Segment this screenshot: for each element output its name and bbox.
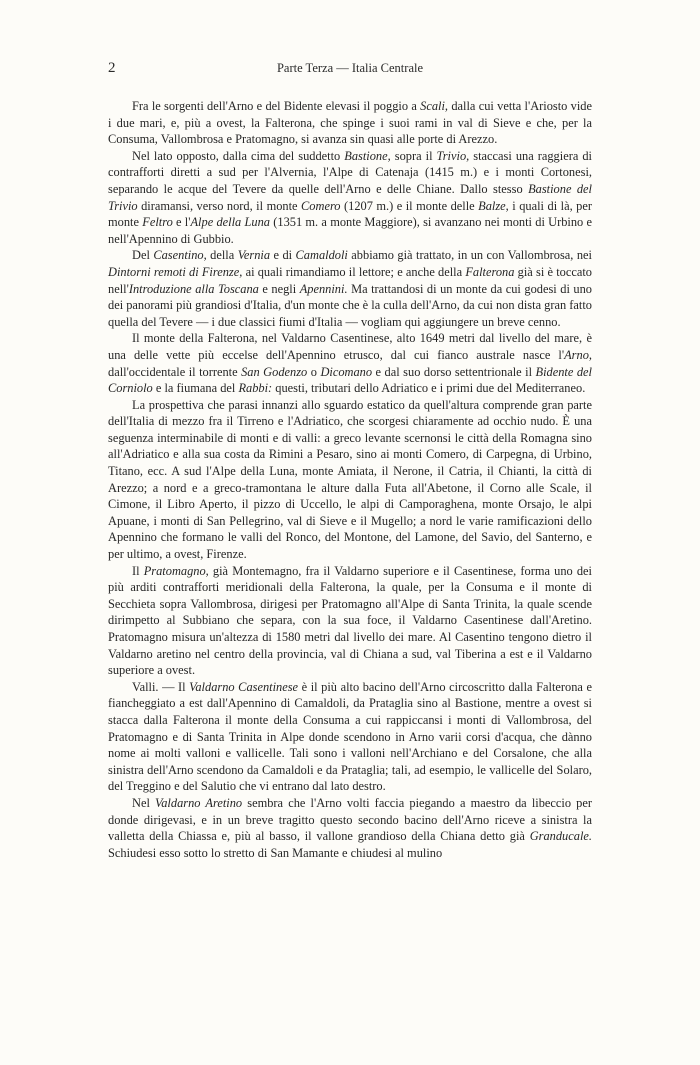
body-text xyxy=(108,98,592,861)
text-run: Del xyxy=(132,248,154,263)
text-run: della xyxy=(206,248,238,263)
text-run: e l' xyxy=(172,215,191,230)
italic-text: Bastione, xyxy=(344,148,391,163)
italic-text: Bidente del Corniolo xyxy=(108,364,592,396)
paragraph xyxy=(108,397,592,563)
text-run: e la fiumana del xyxy=(152,381,239,396)
text-run: Schiudesi esso sotto lo stretto di San Mamante e chiudesi al mulino xyxy=(108,845,443,860)
running-head: Parte Terza — Italia Centrale xyxy=(276,61,424,75)
text-run: ai quali rimandiamo il lettore; e anche della xyxy=(242,264,466,279)
paragraph xyxy=(108,563,592,679)
text-run: Nel lato opposto, dalla cima del suddetto xyxy=(132,148,345,163)
italic-text: Apennini. xyxy=(299,281,348,296)
text-run: è il più alto bacino dell'Arno circoscritto dalla Falterona e fiancheggiato a est dall'Apennino di Camaldoli, da Prataglia sino al Bastione, mentre a ovest si stacca dalla Falterona il monte della Consuma a cui rappiccansi i monti di Vallombrosa, del Pratomagno e di Santa Trinita in Alpe donde scendono in Arno varii corsi d'acqua, che dànno nome ai molti valloni e vallicelle. Tali sono i valloni nell'Archiano e del Corsalone, che alla sinistra dell'Arno scendono da Camaldoli e da Prataglia; tali, ad esempio, le vallicelle del Solaro, del Treggino e del Salutio che vi entrano dal lato destro. xyxy=(108,679,592,794)
text-run: Il xyxy=(132,563,144,578)
page-number: 2 xyxy=(108,60,116,76)
text-run: Ma trattandosi di un monte da cui godesi di uno dei panorami più grandiosi d'Italia, d'un monte che è la culla dell'Arno, da cui non dista gran fatto quella del Tevere — i due classici fiumi d'Italia — vogliam qui aggiungere un breve cenno. xyxy=(108,281,592,329)
italic-text: Feltro xyxy=(142,215,173,230)
text-run: dalla cui vetta l'Ariosto vide i due mari, e, più a ovest, la Falterona, che spinge i suoi rami in val di Sieve e che, per la Consuma, Vallombrosa e Pratomagno, si avanza sin quasi alle porte di Arezzo. xyxy=(108,99,593,147)
italic-text: Valdarno Casentinese xyxy=(189,679,299,694)
text-run: staccasi una raggiera di contrafforti diretti a sud per l'Alvernia, l'Alpe di Catenaja (1415 m.) e i monti Cortonesi, separando le acque del Tevere da quelle dell'Arno e delle Chiane. Dallo stesso xyxy=(108,148,592,196)
italic-text: Alpe della Luna xyxy=(190,215,270,230)
italic-text: Falterona xyxy=(465,264,515,279)
italic-text: Bastione del Trivio xyxy=(108,181,592,213)
text-run: e di xyxy=(270,248,296,263)
text-run: Il monte della Falterona, nel Valdarno Casentinese, alto 1649 metri dal livello del mare, è una delle vette più eccelse dell'Apennino etrusco, dal cui fianco australe nasce l' xyxy=(108,331,592,362)
text-run: e negli xyxy=(258,281,300,296)
text-run: (1351 m. a monte Maggiore), si avanzano nei monti di Urbino e nell'Apennino di Gubbio. xyxy=(108,215,593,246)
italic-text: Trivio, xyxy=(436,148,470,163)
paragraph xyxy=(108,330,592,396)
text-run: (1207 m.) e il monte delle xyxy=(340,198,479,213)
text-run: Fra le sorgenti dell'Arno e del Bidente elevasi il poggio a xyxy=(132,99,421,113)
text-run: La prospettiva che parasi innanzi allo sguardo estatico da quell'altura comprende gran parte dell'Italia di mezzo fra il Tirreno e l'Adriatico, che scorgesi chiaramente ad occhio nudo. È una seguenza interminabile di monti e di valli: a greco levante scernonsi le città della Romagna sino all'Adriatico e alla sua costa da Rimini a Pesaro, sino ai monti Comero, di Carpegna, di Urbino, Titano, ecc. A sud l'Alpe della Luna, monte Amiata, il Nerone, il Catria, il Chianti, la città di Arezzo; a nord e a greco-tramontana le alture dalla Futa all'Abetone, il Corno alle Scale, il Cimone, il Libro Aperto, il pizzo di Uccello, le alpi di Camporaghena, monte Orsajo, le alpi Apuane, i monti di San Pellegrino, val di Sieve e il Mugello; a nord le varie ramificazioni dello Apennino che formano le valli del Ronco, del Montone, del Lamone, del Savio, del Santerno, e per ultimo, a ovest, Firenze. xyxy=(108,397,592,562)
page-header xyxy=(108,60,592,80)
italic-text: Comero xyxy=(301,198,341,213)
paragraph xyxy=(108,795,592,861)
italic-text: Casentino, xyxy=(153,248,207,263)
paragraph xyxy=(108,247,592,330)
paragraph xyxy=(108,98,592,148)
italic-text: Introduzione alla Toscana xyxy=(128,281,259,296)
italic-text: Pratomagno, xyxy=(143,563,209,578)
italic-text: Granducale. xyxy=(529,829,592,844)
text-run: sopra il xyxy=(390,148,437,163)
text-run: Nel xyxy=(132,795,156,810)
text-run: già si è toccato nell' xyxy=(108,264,592,296)
paragraph xyxy=(108,148,592,248)
text-run: abbiamo già trattato, in un con Vallombrosa, nei xyxy=(347,248,592,263)
text-run: sembra che l'Arno volti faccia piegando a maestro da libeccio per donde dirigevasi, e in un breve tragitto questo secondo bacino dell'Arno riceve a sinistra la valletta della Chiassa e, più al basso, il vallone grandioso della Chiana detto già xyxy=(108,795,593,844)
italic-text: Vernia xyxy=(237,248,271,263)
italic-text: Arno, xyxy=(564,347,592,362)
italic-text: Scali, xyxy=(420,99,449,113)
text-run: i quali di là, per monte xyxy=(108,198,592,230)
italic-text: Camaldoli xyxy=(295,248,348,263)
italic-text: Rabbi: xyxy=(238,381,273,396)
text-run: dall'occidentale il torrente xyxy=(108,364,242,379)
italic-text: San Godenzo xyxy=(241,364,308,379)
text-run: questi, tributari dello Adriatico e i primi due del Mediterraneo. xyxy=(272,381,586,396)
text-run: o xyxy=(307,364,321,379)
text-run: già Montemagno, fra il Valdarno superiore e il Casentinese, forma uno dei più arditi contrafforti meridionali della Falterona, la quale, per la Consuma e il monte di Secchieta sopra Vallombrosa, dirigesi per Pratomagno all'Alpe di Santa Trinita, la quale scende dirimpetto al Subbiano che separa, con la sua foce, il Valdarno Casentinese dall'Aretino. Pratomagno misura un'altezza di 1580 metri dal livello dei mare. Al Casentino tengono dietro il Valdarno aretino nel centro della provincia, val di Chiana a sud, val Tiberina a est e il Valdarno superiore a ovest. xyxy=(108,563,592,678)
text-run: Valli. — Il xyxy=(132,679,190,694)
italic-text: Valdarno Aretino xyxy=(155,795,243,810)
italic-text: Dintorni remoti di Firenze, xyxy=(108,264,243,279)
paragraph xyxy=(108,679,592,795)
italic-text: Balze, xyxy=(478,198,509,213)
text-run: diramansi, verso nord, il monte xyxy=(137,198,302,213)
text-run: e dal suo dorso settentrionale il xyxy=(372,364,536,379)
italic-text: Dicomano xyxy=(320,364,373,379)
